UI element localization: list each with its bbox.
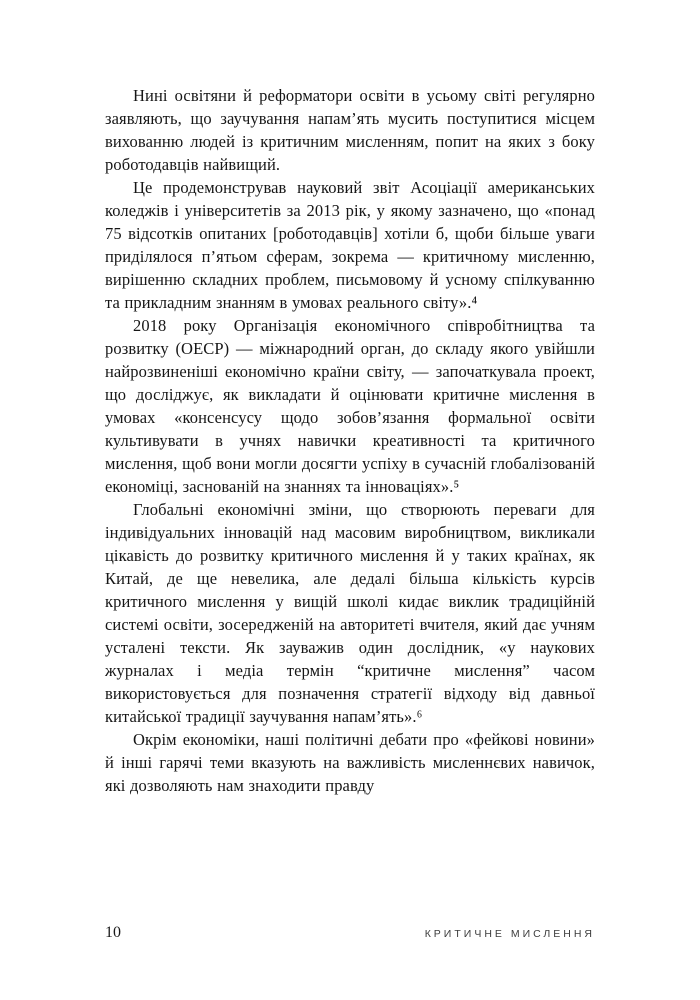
body-paragraph: Це продемонстрував науковий звіт Асоціації американських коледжів і університетів за 2013 рік, у якому зазначено, що «понад 75 відсотків опитаних [роботодавців] хотіли б, щоби більше уваги приділялося п’ятьом сферам, зокрема — критичному мисленню, вирішенню складних проблем, письмовому й усному спілкуванню та прикладним знанням в умовах реального світу».⁴ — [105, 178, 595, 312]
running-footer-title: КРИТИЧНЕ МИСЛЕННЯ — [424, 928, 595, 940]
page-number: 10 — [105, 924, 121, 941]
body-paragraph: Окрім економіки, наші політичні дебати про «фейкові новини» й інші гарячі теми вказують на важливість мисленнєвих навичок, які дозволяють нам знаходити правду — [105, 730, 595, 795]
body-paragraph: Нині освітяни й реформатори освіти в усьому світі регулярно заявляють, що заучування напам’ять мусить поступитися місцем вихованню людей із критичним мисленням, попит на яких з боку роботодавців найвищий. — [105, 86, 595, 174]
body-paragraph: 2018 року Організація економічного співробітництва та розвитку (ОЕСР) — міжнародний орган, до складу якого увійшли найрозвиненіші економічно країни світу, — започаткувала проект, що досліджує, як викладати й оцінювати критичне мислення в умовах «консенсусу щодо зобов’язання формальної освіти культивувати в учнях навички креативності та критичного мислення, щоб вони могли досягти успіху в сучасній глобалізованій економіці, заснованій на знаннях та інноваціях».⁵ — [105, 316, 595, 496]
page-footer — [105, 924, 595, 942]
page-body — [105, 84, 595, 797]
body-paragraph: Глобальні економічні зміни, що створюють переваги для індивідуальних інновацій над масовим виробництвом, викликали цікавість до розвитку критичного мислення й у таких країнах, як Китай, де ще невелика, але дедалі більша кількість курсів критичного мислення у вищій школі кидає виклик традиційній системі освіти, зосередженій на авторитеті вчителя, який дає учням усталені тексти. Як зауважив один дослідник, «у наукових журналах і медіа термін “критичне мислення” часом використовується для позначення стратегії відходу від давньої китайської традиції заучування напам’ять».⁶ — [105, 500, 595, 726]
